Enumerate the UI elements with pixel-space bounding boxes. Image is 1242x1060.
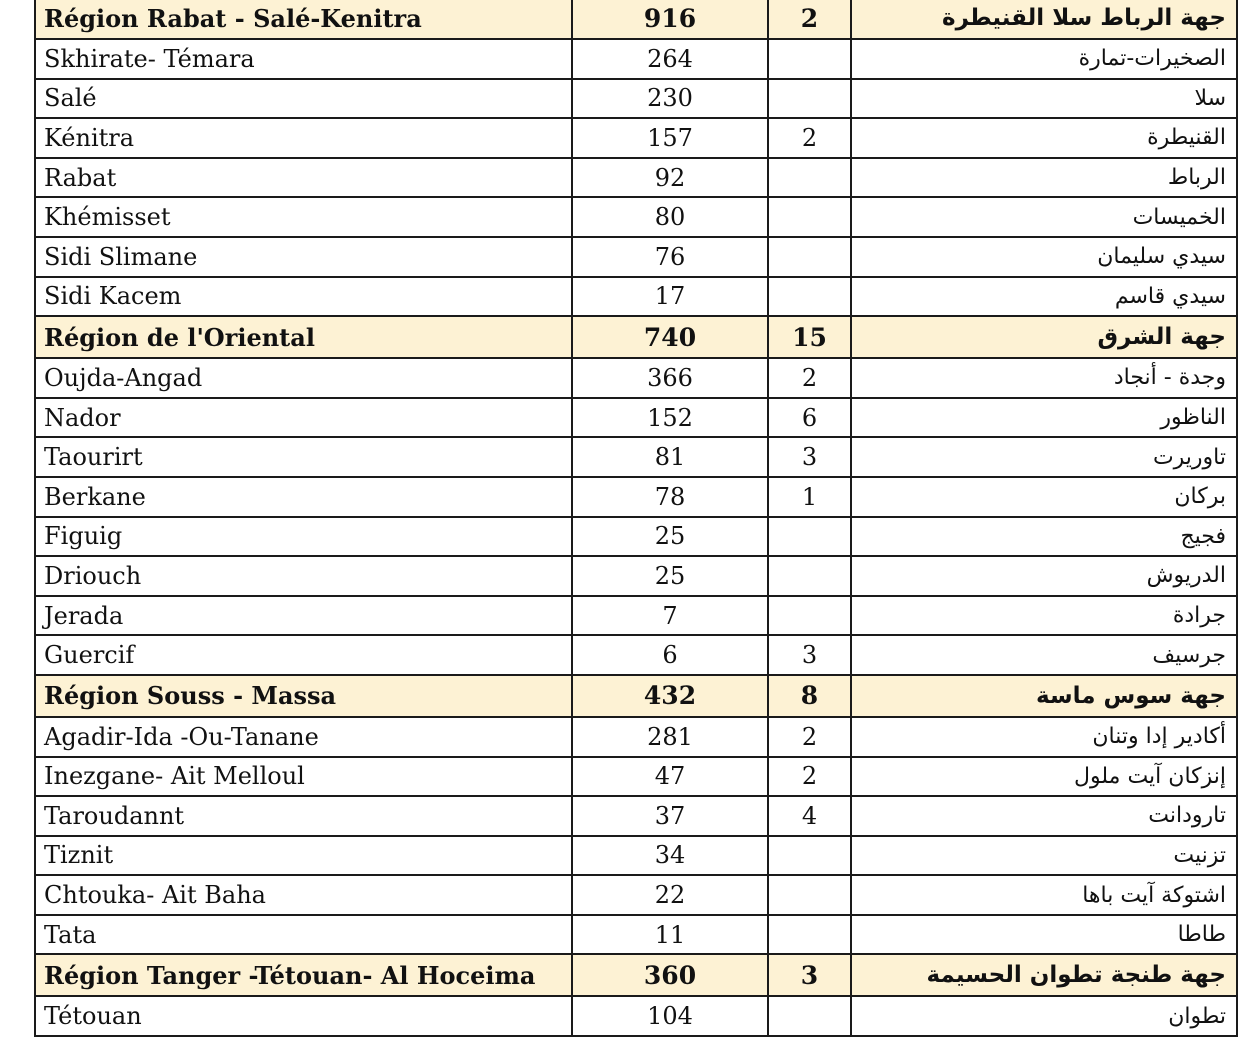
province-cases-count: 264	[572, 39, 768, 79]
province-cases-count: 230	[572, 79, 768, 119]
region-cases-count: 916	[572, 0, 768, 39]
province-name-fr: Figuig	[35, 517, 572, 557]
province-secondary-count: 1	[768, 477, 851, 517]
province-secondary-count	[768, 39, 851, 79]
province-name-ar: إنزكان آيت ملول	[851, 757, 1237, 797]
province-secondary-count	[768, 517, 851, 557]
province-name-ar: الرباط	[851, 158, 1237, 198]
province-name-ar: اشتوكة آيت باها	[851, 875, 1237, 915]
region-secondary-count: 15	[768, 316, 851, 358]
region-name-fr: Région de l'Oriental	[35, 316, 572, 358]
province-name-ar: القنيطرة	[851, 118, 1237, 158]
province-cases-count: 281	[572, 717, 768, 757]
province-name-fr: Oujda-Angad	[35, 358, 572, 398]
province-name-fr: Sidi Kacem	[35, 277, 572, 317]
table-row	[35, 277, 1237, 317]
province-name-ar: جرادة	[851, 596, 1237, 636]
region-row	[35, 316, 1237, 358]
province-cases-count: 11	[572, 915, 768, 955]
region-name-ar: جهة طنجة تطوان الحسيمة	[851, 954, 1237, 996]
table-row	[35, 596, 1237, 636]
province-name-fr: Tétouan	[35, 996, 572, 1036]
table-row	[35, 517, 1237, 557]
table-row	[35, 836, 1237, 876]
province-name-ar: أكادير إدا وتنان	[851, 717, 1237, 757]
province-name-ar: تطوان	[851, 996, 1237, 1036]
province-cases-count: 47	[572, 757, 768, 797]
province-name-fr: Kénitra	[35, 118, 572, 158]
table-row	[35, 477, 1237, 517]
province-name-fr: Salé	[35, 79, 572, 119]
province-cases-count: 34	[572, 836, 768, 876]
province-secondary-count	[768, 237, 851, 277]
province-name-ar: الناظور	[851, 398, 1237, 438]
table-row	[35, 635, 1237, 675]
table-row	[35, 996, 1237, 1036]
region-name-fr: Région Rabat - Salé-Kenitra	[35, 0, 572, 39]
table-row	[35, 79, 1237, 119]
province-name-ar: الخميسات	[851, 197, 1237, 237]
province-secondary-count: 3	[768, 437, 851, 477]
province-secondary-count	[768, 277, 851, 317]
province-secondary-count: 2	[768, 118, 851, 158]
province-cases-count: 366	[572, 358, 768, 398]
province-secondary-count: 4	[768, 796, 851, 836]
province-cases-count: 80	[572, 197, 768, 237]
table-body	[35, 0, 1237, 1036]
province-name-ar: وجدة - أنجاد	[851, 358, 1237, 398]
table-row	[35, 875, 1237, 915]
province-secondary-count	[768, 875, 851, 915]
province-name-fr: Inezgane- Ait Melloul	[35, 757, 572, 797]
table-row	[35, 358, 1237, 398]
province-cases-count: 22	[572, 875, 768, 915]
province-cases-count: 17	[572, 277, 768, 317]
province-name-ar: بركان	[851, 477, 1237, 517]
region-cases-table	[34, 0, 1238, 1037]
province-cases-count: 104	[572, 996, 768, 1036]
region-cases-count: 740	[572, 316, 768, 358]
province-name-ar: الصخيرات-تمارة	[851, 39, 1237, 79]
table-row	[35, 757, 1237, 797]
province-secondary-count	[768, 197, 851, 237]
region-row	[35, 954, 1237, 996]
province-name-fr: Khémisset	[35, 197, 572, 237]
province-name-fr: Chtouka- Ait Baha	[35, 875, 572, 915]
province-cases-count: 7	[572, 596, 768, 636]
table-row	[35, 796, 1237, 836]
province-secondary-count	[768, 596, 851, 636]
province-secondary-count	[768, 79, 851, 119]
province-name-fr: Tata	[35, 915, 572, 955]
region-cases-count: 432	[572, 675, 768, 717]
table-row	[35, 158, 1237, 198]
table-row	[35, 39, 1237, 79]
province-name-fr: Tiznit	[35, 836, 572, 876]
region-name-ar: جهة سوس ماسة	[851, 675, 1237, 717]
province-secondary-count: 2	[768, 757, 851, 797]
province-cases-count: 81	[572, 437, 768, 477]
province-name-fr: Driouch	[35, 556, 572, 596]
province-secondary-count	[768, 836, 851, 876]
province-cases-count: 152	[572, 398, 768, 438]
province-secondary-count	[768, 556, 851, 596]
province-secondary-count	[768, 996, 851, 1036]
province-name-fr: Berkane	[35, 477, 572, 517]
province-name-fr: Rabat	[35, 158, 572, 198]
region-secondary-count: 3	[768, 954, 851, 996]
province-cases-count: 25	[572, 517, 768, 557]
region-name-fr: Région Tanger -Tétouan- Al Hoceima	[35, 954, 572, 996]
province-cases-count: 76	[572, 237, 768, 277]
province-name-ar: سيدي سليمان	[851, 237, 1237, 277]
province-secondary-count: 3	[768, 635, 851, 675]
province-name-fr: Agadir-Ida -Ou-Tanane	[35, 717, 572, 757]
province-name-fr: Taourirt	[35, 437, 572, 477]
province-name-fr: Skhirate- Témara	[35, 39, 572, 79]
province-cases-count: 25	[572, 556, 768, 596]
province-secondary-count: 2	[768, 717, 851, 757]
province-name-ar: فجيج	[851, 517, 1237, 557]
region-cases-count: 360	[572, 954, 768, 996]
table-row	[35, 915, 1237, 955]
region-secondary-count: 8	[768, 675, 851, 717]
province-name-fr: Sidi Slimane	[35, 237, 572, 277]
table-row	[35, 717, 1237, 757]
province-name-fr: Nador	[35, 398, 572, 438]
province-cases-count: 6	[572, 635, 768, 675]
province-cases-count: 37	[572, 796, 768, 836]
region-row	[35, 675, 1237, 717]
province-cases-count: 157	[572, 118, 768, 158]
province-name-fr: Guercif	[35, 635, 572, 675]
province-name-ar: تزنيت	[851, 836, 1237, 876]
region-name-fr: Région Souss - Massa	[35, 675, 572, 717]
region-name-ar: جهة الرباط سلا القنيطرة	[851, 0, 1237, 39]
province-name-ar: جرسيف	[851, 635, 1237, 675]
province-secondary-count: 6	[768, 398, 851, 438]
table-row	[35, 197, 1237, 237]
province-name-ar: الدريوش	[851, 556, 1237, 596]
province-cases-count: 92	[572, 158, 768, 198]
region-name-ar: جهة الشرق	[851, 316, 1237, 358]
province-name-ar: سلا	[851, 79, 1237, 119]
table-row	[35, 437, 1237, 477]
table-row	[35, 237, 1237, 277]
province-secondary-count: 2	[768, 358, 851, 398]
province-name-ar: طاطا	[851, 915, 1237, 955]
province-secondary-count	[768, 158, 851, 198]
province-name-fr: Jerada	[35, 596, 572, 636]
province-name-fr: Taroudannt	[35, 796, 572, 836]
province-name-ar: تاوريرت	[851, 437, 1237, 477]
region-secondary-count: 2	[768, 0, 851, 39]
province-cases-count: 78	[572, 477, 768, 517]
province-name-ar: تارودانت	[851, 796, 1237, 836]
province-name-ar: سيدي قاسم	[851, 277, 1237, 317]
table-row	[35, 118, 1237, 158]
table-row	[35, 398, 1237, 438]
region-row	[35, 0, 1237, 39]
table-row	[35, 556, 1237, 596]
province-secondary-count	[768, 915, 851, 955]
